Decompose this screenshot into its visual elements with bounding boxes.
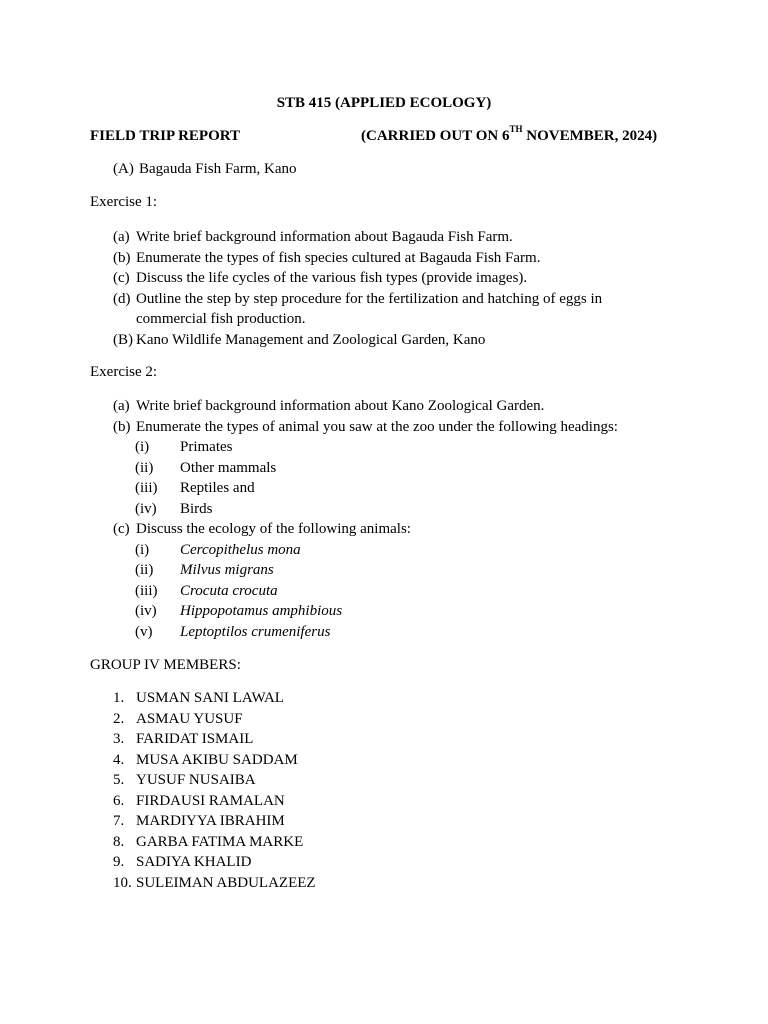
sub-list-item: (i) Cercopithelus mona <box>90 540 650 561</box>
list-item: 3. FARIDAT ISMAIL <box>113 731 254 747</box>
sub-list-item: (iv) Hippopotamus amphibious <box>90 601 650 622</box>
sub-list-item: (ii) Other mammals <box>135 459 277 476</box>
species-name: Leptoptilos crumeniferus <box>180 623 331 640</box>
exercise-1-heading: Exercise 1: <box>90 194 158 210</box>
sub-list-item: (iii) Reptiles and <box>135 480 255 496</box>
sub-list-item: (v) Leptoptilos crumeniferus <box>90 622 650 643</box>
sub-list-item: (ii) Milvus migrans <box>90 560 650 581</box>
list-item: (b) Enumerate the types of animal you saw at the zoo under the following headings: <box>113 418 618 435</box>
list-item-continuation: commercial fish production. <box>136 311 306 327</box>
section-b-label: (B) <box>113 331 133 348</box>
species-name: Milvus migrans <box>180 562 274 578</box>
sub-list-item: (iii) Crocuta crocuta <box>90 581 650 602</box>
section-b-text: Kano Wildlife Management and Zoological Garden, Kano <box>136 331 486 348</box>
species-name: Hippopotamus amphibious <box>180 603 343 619</box>
section-a-text: Bagauda Fish Farm, Kano <box>139 161 297 177</box>
sub-list-item: (iv) Birds <box>135 500 213 517</box>
list-item: (c) Discuss the ecology of the following animals: <box>113 521 411 537</box>
document-title: STB 415 (APPLIED ECOLOGY) <box>276 95 492 111</box>
members-list <box>90 688 650 893</box>
exercise-1-list <box>90 227 650 350</box>
section-a <box>90 159 650 180</box>
list-item: 7. MARDIYYA IBRAHIM <box>113 813 285 829</box>
list-item: 2. ASMAU YUSUF <box>113 710 243 727</box>
list-item: (c) Discuss the life cycles of the various fish types (provide images). <box>113 270 528 286</box>
list-item: 5. YUSUF NUSAIBA <box>113 772 256 788</box>
list-item: (a) Write brief background information about Bagauda Fish Farm. <box>113 229 513 245</box>
list-item: 9. SADIYA KHALID <box>113 854 252 870</box>
list-item: 1. USMAN SANI LAWAL <box>113 690 284 706</box>
exercise-2-list <box>90 396 650 642</box>
list-item: (b) Enumerate the types of fish species cultured at Bagauda Fish Farm. <box>113 249 541 266</box>
species-name: Cercopithelus mona <box>180 541 301 558</box>
group-heading: GROUP IV MEMBERS: <box>90 657 241 673</box>
section-b <box>90 330 650 351</box>
carried-out-date: (CARRIED OUT ON 6TH NOVEMBER, 2024) <box>361 124 658 144</box>
section-a-label: (A) <box>113 161 134 177</box>
list-item: 6. FIRDAUSI RAMALAN <box>113 792 285 809</box>
list-item: (d) Outline the step by step procedure for the fertilization and hatching of eggs in <box>113 290 603 307</box>
report-label: FIELD TRIP REPORT <box>90 128 241 144</box>
list-item: 8. GARBA FATIMA MARKE <box>113 833 304 850</box>
list-item: 10. SULEIMAN ABDULAZEEZ <box>113 874 316 891</box>
sub-list-item: (i) Primates <box>135 439 233 455</box>
list-item: 4. MUSA AKIBU SADDAM <box>113 751 298 768</box>
list-item: (a) Write brief background information about Kano Zoological Garden. <box>113 398 545 414</box>
exercise-2-heading: Exercise 2: <box>90 364 158 380</box>
species-name: Crocuta crocuta <box>180 582 278 599</box>
